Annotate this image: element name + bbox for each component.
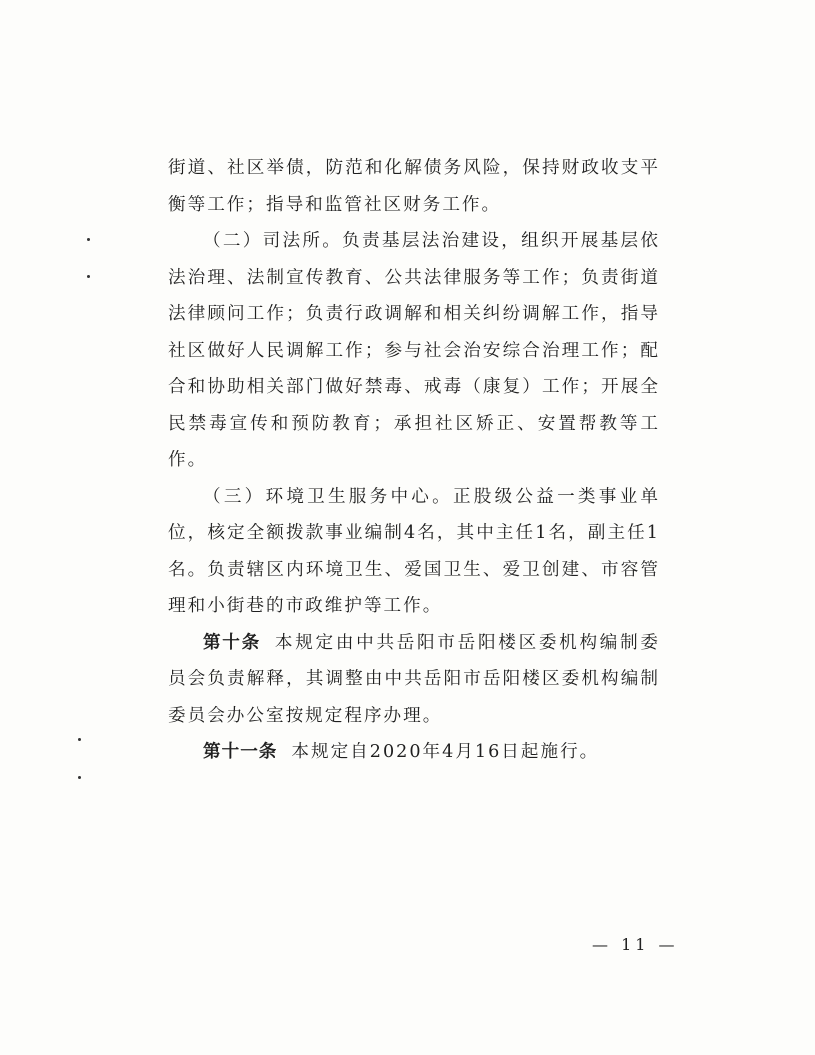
page-number: — 11 — bbox=[592, 935, 679, 954]
article-11-text: 本规定自2020年4月16日起施行。 bbox=[291, 742, 600, 762]
article-10-text: 本规定由中共岳阳市岳阳楼区委机构编制委员会负责解释，其调整由中共岳阳市岳阳楼区委机构编制委员会办公室按规定程序办理。 bbox=[168, 632, 660, 726]
paragraph-sanitation-center: （三）环境卫生服务中心。正股级公益一类事业单位，核定全额拨款事业编制4名，其中主任1名，副主任1名。负责辖区内环境卫生、爱国卫生、爱卫创建、市容管理和小街巷的市政维护等工作。 bbox=[168, 486, 660, 616]
scan-speck bbox=[78, 776, 81, 779]
paragraph-justice-office: （二）司法所。负责基层法治建设，组织开展基层依法治理、法制宣传教育、公共法律服务等工作；负责街道法律顾问工作；负责行政调解和相关纠纷调解工作，指导社区做好人民调解工作；参与社会治安综合治理工作；配合和协助相关部门做好禁毒、戒毒（康复）工作；开展全民禁毒宣传和预防教育；承担社区矫正、安置帮教等工作。 bbox=[168, 231, 660, 470]
article-11 bbox=[168, 734, 660, 771]
scan-speck bbox=[87, 275, 90, 278]
article-10 bbox=[168, 625, 660, 735]
article-11-label: 第十一条 bbox=[203, 742, 278, 762]
document-body bbox=[168, 150, 660, 771]
paragraph-continued: 街道、社区举债，防范和化解债务风险，保持财政收支平衡等工作；指导和监管社区财务工作。 bbox=[168, 158, 660, 215]
article-10-label: 第十条 bbox=[203, 632, 261, 653]
scan-speck bbox=[78, 738, 81, 741]
scan-speck bbox=[87, 238, 90, 241]
